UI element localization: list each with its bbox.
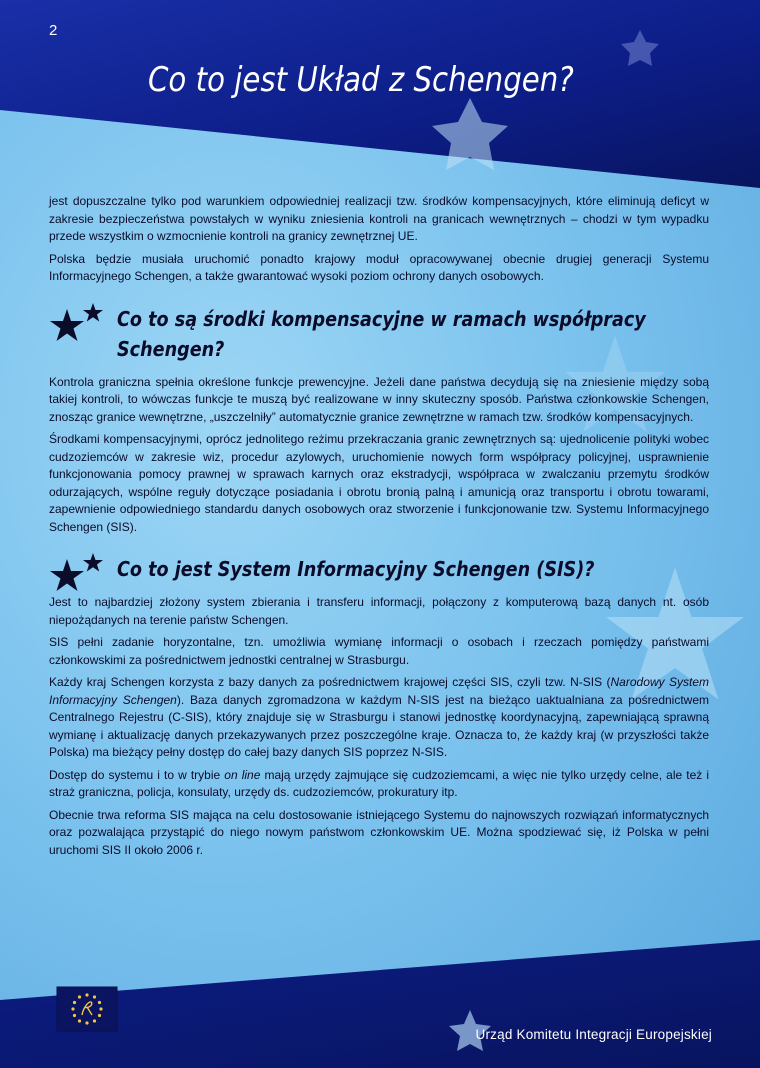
text-run: Każdy kraj Schengen korzysta z bazy danych za pośrednictwem krajowej części SIS, czyli tzw. N-SIS ( [49, 675, 611, 689]
footer-organization: Urząd Komitetu Integracji Europejskiej [475, 1027, 712, 1042]
stars-icon [49, 300, 109, 344]
section-heading-sis [49, 554, 709, 584]
section-title: Co to jest System Informacyjny Schengen (SIS)? [117, 557, 595, 581]
stars-icon [49, 550, 109, 594]
eu-flag-logo-icon [54, 985, 120, 1033]
intro-paragraph: Polska będzie musiała uruchomić ponadto krajowy moduł opracowywanej obecnie drugiej generacji Systemu Informacyjnego Schengen, a także gwarantować wysoki poziom ochrony danych osobowych. [49, 251, 709, 283]
page-title: Co to jest Układ z Schengen? [148, 60, 574, 100]
text-run: Dostęp do systemu i to w trybie [49, 767, 225, 782]
section-paragraph [49, 674, 709, 762]
section-paragraph: Środkami kompensacyjnymi, oprócz jednolitego reżimu przekraczania granic zewnętrznych są: ujednolicenie polityki wobec cudzoziemców w zakresie wiz, procedur azylowych, uruchomienie nowych form współpracy policyjnej, usprawnienie funkcjonowania pomocy prawnej w sprawach karnych oraz ekstradycji, współpraca w zwalczaniu przemytu środków odurzających, wspólne reguły dotyczące posiadania i obrotu bronią palną i amunicją oraz transportu i obrotu towarami, zapewnienie odpowiedniego standardu danych osobowych oraz stworzenie i funkcjonowanie tzw. Systemu Informacyjnego Schengen (SIS). [49, 432, 709, 534]
text-run-italic: on line [224, 767, 261, 782]
section-paragraph: Obecnie trwa reforma SIS mająca na celu dostosowanie istniejącego Systemu do najnowszych rozwiązań informatycznych oraz pozwalająca przystąpić do niego nowym państwom członkowskim UE. Można spodziewać się, iż Polska w pełni uruchomi SIS II około 2006 r. [49, 807, 709, 857]
section-paragraph: SIS pełni zadanie horyzontalne, tzn. umożliwia wymianę informacji o osobach i rzeczach pomiędzy państwami członkowskimi za pośrednictwem jednostki centralnej w Strasburgu. [49, 635, 709, 667]
section-paragraph [49, 767, 709, 802]
text-run: mają urzędy zajmujące się cudzoziemcami, a więc nie tylko urzędy celne, ale też i straż graniczna, policja, konsulaty, urzędy ds. cudzoziemców, prokuratury itp. [49, 767, 709, 799]
main-content [49, 193, 709, 864]
text-run-italic: Narodowy System Informacyjny Schengen [49, 675, 709, 707]
text-run: ). Baza danych zgromadzona w każdym N-SIS jest na bieżąco uaktualniana za pośrednictwem Centralnego Rejestru (C-SIS), który znajduje się w Strasburgu i stanowi jednostkę koordynacyjną, zapewniającą sprawną wymianę i aktualizację danych przekazywanych przez poszczególne kraje. Oznacza to, że każdy kraj (w przyszłości także Polska) ma bieżący pełny dostęp do całej bazy danych SIS poprzez N-SIS. [49, 692, 710, 759]
section-title: Co to są środki kompensacyjne w ramach współpracy Schengen? [117, 306, 646, 361]
section-paragraph: Jest to najbardziej złożony system zbierania i transferu informacji, połączony z komputerową bazą danych nt. osób niepożądanych na terenie państw Schengen. [49, 595, 709, 627]
page-number: 2 [49, 22, 58, 39]
top-blue-band [0, 0, 760, 200]
intro-paragraph: jest dopuszczalne tylko pod warunkiem odpowiedniej realizacji tzw. środków kompensacyjnych, które eliminują deficyt w zakresie bezpieczeństwa powstałych w wyniku zniesienia kontroli na granicach wewnętrznych – chodzi w tym wypadku przede wszystkim o wzmocnienie kontroli na granicy zewnętrznej UE. [49, 194, 709, 243]
section-heading-compensatory-measures [49, 304, 709, 364]
section-paragraph: Kontrola graniczna spełnia określone funkcje prewencyjne. Jeżeli dane państwa decydują się na zniesienie między sobą takiej kontroli, to wówczas funkcje te muszą być realizowane w inny skuteczny sposób. Państwa członkowskie Schengen, znosząc granice wewnętrzne, „uszczelniły” automatycznie granice zewnętrzne w ramach tzw. środków kompensacyjnych. [49, 374, 709, 424]
